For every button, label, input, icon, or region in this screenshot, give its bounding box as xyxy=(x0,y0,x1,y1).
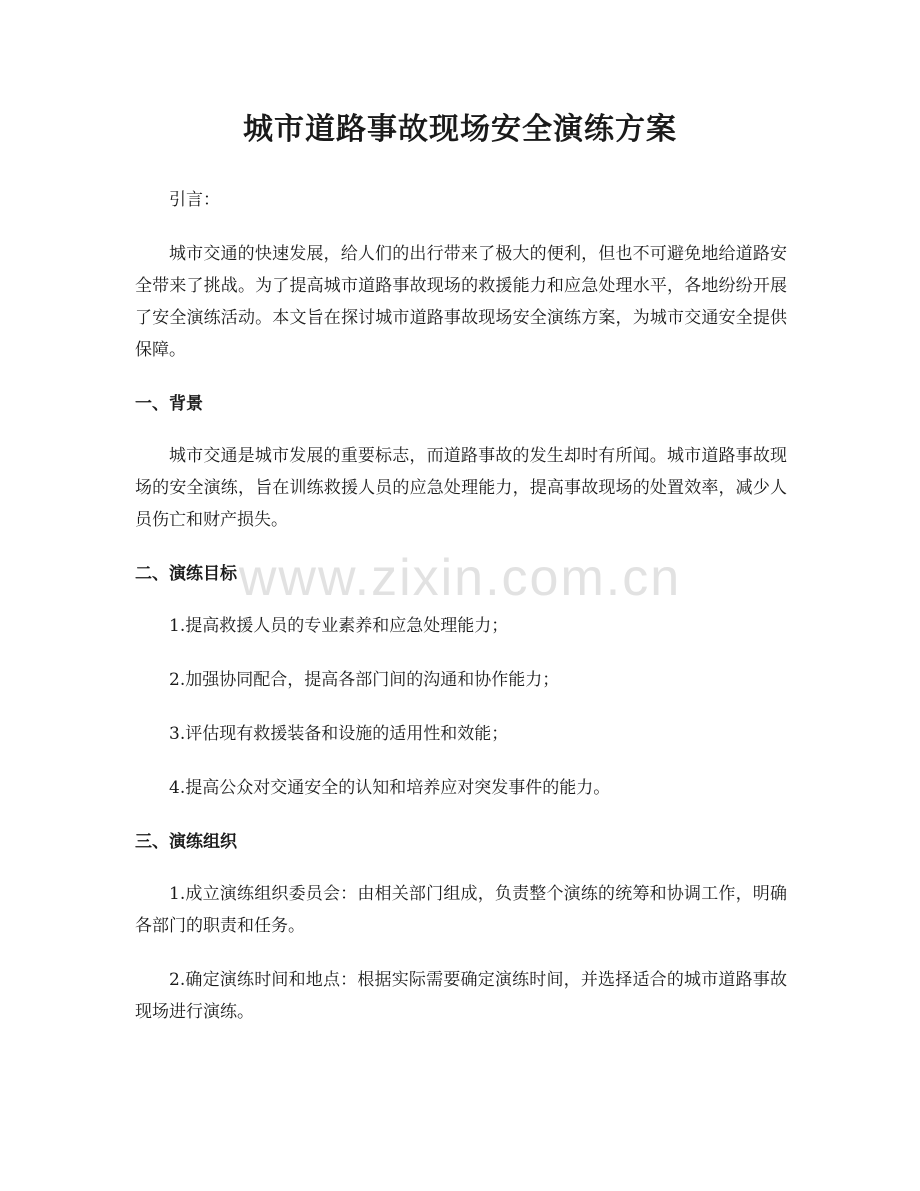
organization-item: 1.成立演练组织委员会：由相关部门组成，负责整个演练的统筹和协调工作，明确各部门的职责和任务。 xyxy=(135,884,787,936)
goal-item: 2.加强协同配合，提高各部门间的沟通和协作能力； xyxy=(169,670,560,690)
goal-item: 3.评估现有救援装备和设施的适用性和效能； xyxy=(169,724,509,744)
section-heading-goals: 二、演练目标 xyxy=(135,564,237,584)
section-heading-background: 一、背景 xyxy=(135,394,203,414)
background-paragraph: 城市交通是城市发展的重要标志，而道路事故的发生却时有所闻。城市道路事故现场的安全演练，旨在训练救援人员的应急处理能力，提高事故现场的处置效率，减少人员伤亡和财产损失。 xyxy=(135,446,787,530)
intro-paragraph: 城市交通的快速发展，给人们的出行带来了极大的便利，但也不可避免地给道路安全带来了挑战。为了提高城市道路事故现场的救援能力和应急处理水平，各地纷纷开展了安全演练活动。本文旨在探讨城市道路事故现场安全演练方案，为城市交通安全提供保障。 xyxy=(135,244,787,360)
intro-label: 引言： xyxy=(169,190,220,210)
watermark-text: www.zixin.com.cn xyxy=(238,549,682,607)
document-title: 城市道路事故现场安全演练方案 xyxy=(243,112,677,147)
goal-item: 1.提高救援人员的专业素养和应急处理能力； xyxy=(169,616,509,636)
section-heading-organization: 三、演练组织 xyxy=(135,832,237,852)
organization-item: 2.确定演练时间和地点：根据实际需要确定演练时间，并选择适合的城市道路事故现场进行演练。 xyxy=(135,970,787,1022)
goal-item: 4.提高公众对交通安全的认知和培养应对突发事件的能力。 xyxy=(169,778,611,798)
document-body xyxy=(135,184,787,1050)
